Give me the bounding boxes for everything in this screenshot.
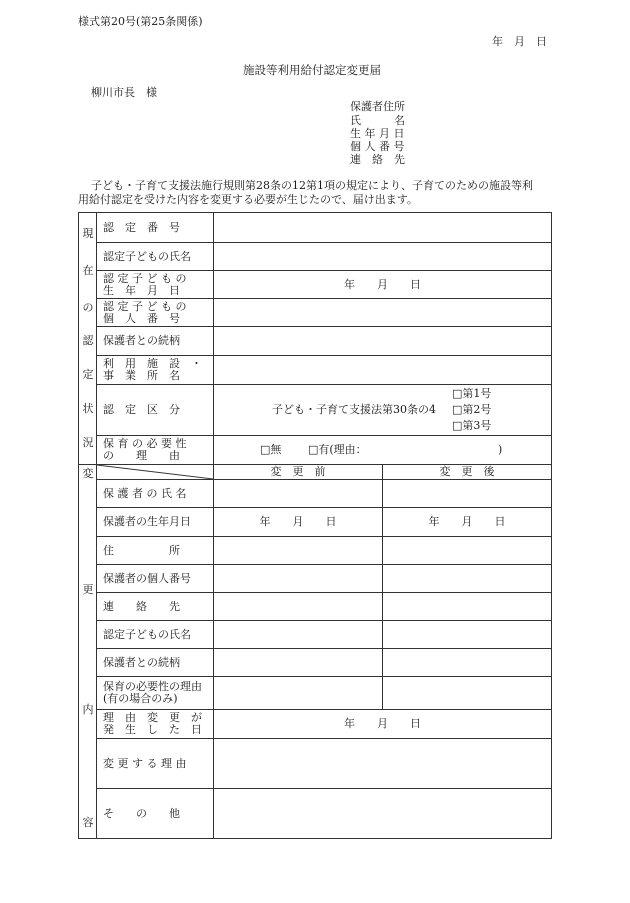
child-birth-label-1: 認 定 子 ど も の [103,271,187,285]
child-name-field[interactable] [214,243,552,271]
submission-date[interactable]: 年 月 日 [492,35,547,48]
side-char: 更 [82,583,94,596]
after-header: 変 更 後 [383,465,552,480]
child-name-change-label: 認定子どもの氏名 [97,621,214,649]
need-reason-before[interactable] [214,677,383,710]
need-field [214,436,552,465]
other-label: そ の 他 [97,789,214,839]
facility-label-1: 利 用 施 設 ・ [103,357,202,370]
guardian-name-after[interactable] [383,480,552,508]
category-option-2[interactable]: □第2号 [452,403,492,416]
cert-number-field[interactable] [214,213,552,243]
change-reason-field[interactable] [214,739,552,789]
guardian-number-label: 個 人 番 号 [350,140,405,153]
side-char: 況 [82,436,94,449]
guardian-birth-change-label: 保護者の生年月日 [97,508,214,537]
guardian-name-label: 氏 名 [350,114,405,127]
relation-label: 保護者との続柄 [97,327,214,356]
change-form-table [78,212,552,839]
child-number-field[interactable] [214,299,552,327]
need-reason-label-2: (有の場合のみ) [103,692,178,705]
category-option-3[interactable]: □第3号 [452,419,492,432]
guardian-number-change-label: 保護者の個人番号 [97,565,214,593]
child-name-label: 認定子どもの氏名 [97,243,214,271]
change-contents-side-label [79,465,97,839]
need-yes-checkbox[interactable]: □有(理由： [308,443,367,456]
other-field[interactable] [214,789,552,839]
side-char: 定 [82,368,94,381]
current-status-side-label [79,213,97,465]
contact-after[interactable] [383,593,552,621]
guardian-birth-label: 生 年 月 日 [350,127,405,140]
side-char: 在 [82,264,94,277]
child-name-before[interactable] [214,621,383,649]
child-number-label-1: 認 定 子 ど も の [103,299,187,313]
side-char: 現 [82,227,94,240]
addressee: 柳川市長 様 [91,86,157,99]
relation-after[interactable] [383,649,552,677]
side-char: 容 [82,816,94,829]
guardian-name-before[interactable] [214,480,383,508]
relation-before[interactable] [214,649,383,677]
before-header: 変 更 前 [214,465,383,480]
need-none-checkbox[interactable]: □無 [260,443,282,456]
category-field [214,385,552,436]
intro-line-2: 用給付認定を受けた内容を変更する必要が生じたので、届け出ます。 [78,193,418,206]
need-reason-after[interactable] [383,677,552,710]
side-char: 認 [82,334,94,347]
guardian-name-change-label: 保 護 者 の 氏 名 [97,480,214,508]
page-title: 施設等利用給付認定変更届 [243,63,381,77]
guardian-birth-before[interactable]: 年 月 日 [214,508,383,537]
reason-date-field[interactable]: 年 月 日 [214,710,552,739]
change-reason-label: 変 更 す る 理 由 [97,739,214,789]
need-close-paren: ) [498,443,503,456]
relation-field[interactable] [214,327,552,356]
facility-field[interactable] [214,356,552,385]
address-after[interactable] [383,537,552,565]
relation-change-label: 保護者との続柄 [97,649,214,677]
reason-date-label-2: 発 生 し た 日 [103,723,202,736]
side-char: 変 [82,467,94,480]
child-name-after[interactable] [383,621,552,649]
guardian-birth-after[interactable]: 年 月 日 [383,508,552,537]
side-char: 内 [82,703,94,716]
need-label-1: 保 育 の 必 要 性 [103,437,187,450]
need-reason-label-1: 保育の必要性の理由 [103,680,202,693]
guardian-number-before[interactable] [214,565,383,593]
child-birth-label-2: 生 年 月 日 [103,283,180,297]
category-text: 子ども・子育て支援法第30条の4 [272,403,436,416]
category-option-1[interactable]: □第1号 [452,387,492,400]
contact-change-label: 連 絡 先 [97,593,214,621]
side-char: の [82,301,94,314]
diagonal-line [97,465,213,479]
address-change-label: 住 所 [97,537,214,565]
guardian-contact-label: 連 絡 先 [350,153,405,166]
contact-before[interactable] [214,593,383,621]
side-char: 状 [82,402,94,415]
diagonal-header-cell [97,465,214,480]
child-birth-field[interactable]: 年 月 日 [214,271,552,299]
category-label: 認 定 区 分 [97,385,214,436]
reason-date-label-1: 理 由 変 更 が [103,711,202,724]
facility-label-2: 事 業 所 名 [103,369,180,382]
cert-number-label: 認 定 番 号 [97,213,214,243]
need-label-2: の 理 由 [103,449,180,462]
guardian-number-after[interactable] [383,565,552,593]
form-number: 様式第20号(第25条関係) [78,15,203,28]
address-before[interactable] [214,537,383,565]
guardian-address-label: 保護者住所 [350,100,405,113]
intro-line-1: 子ども・子育て支援法施行規則第28条の12第1項の規定により、子育てのための施設等利 [91,179,533,192]
child-number-label-2: 個 人 番 号 [103,311,180,325]
